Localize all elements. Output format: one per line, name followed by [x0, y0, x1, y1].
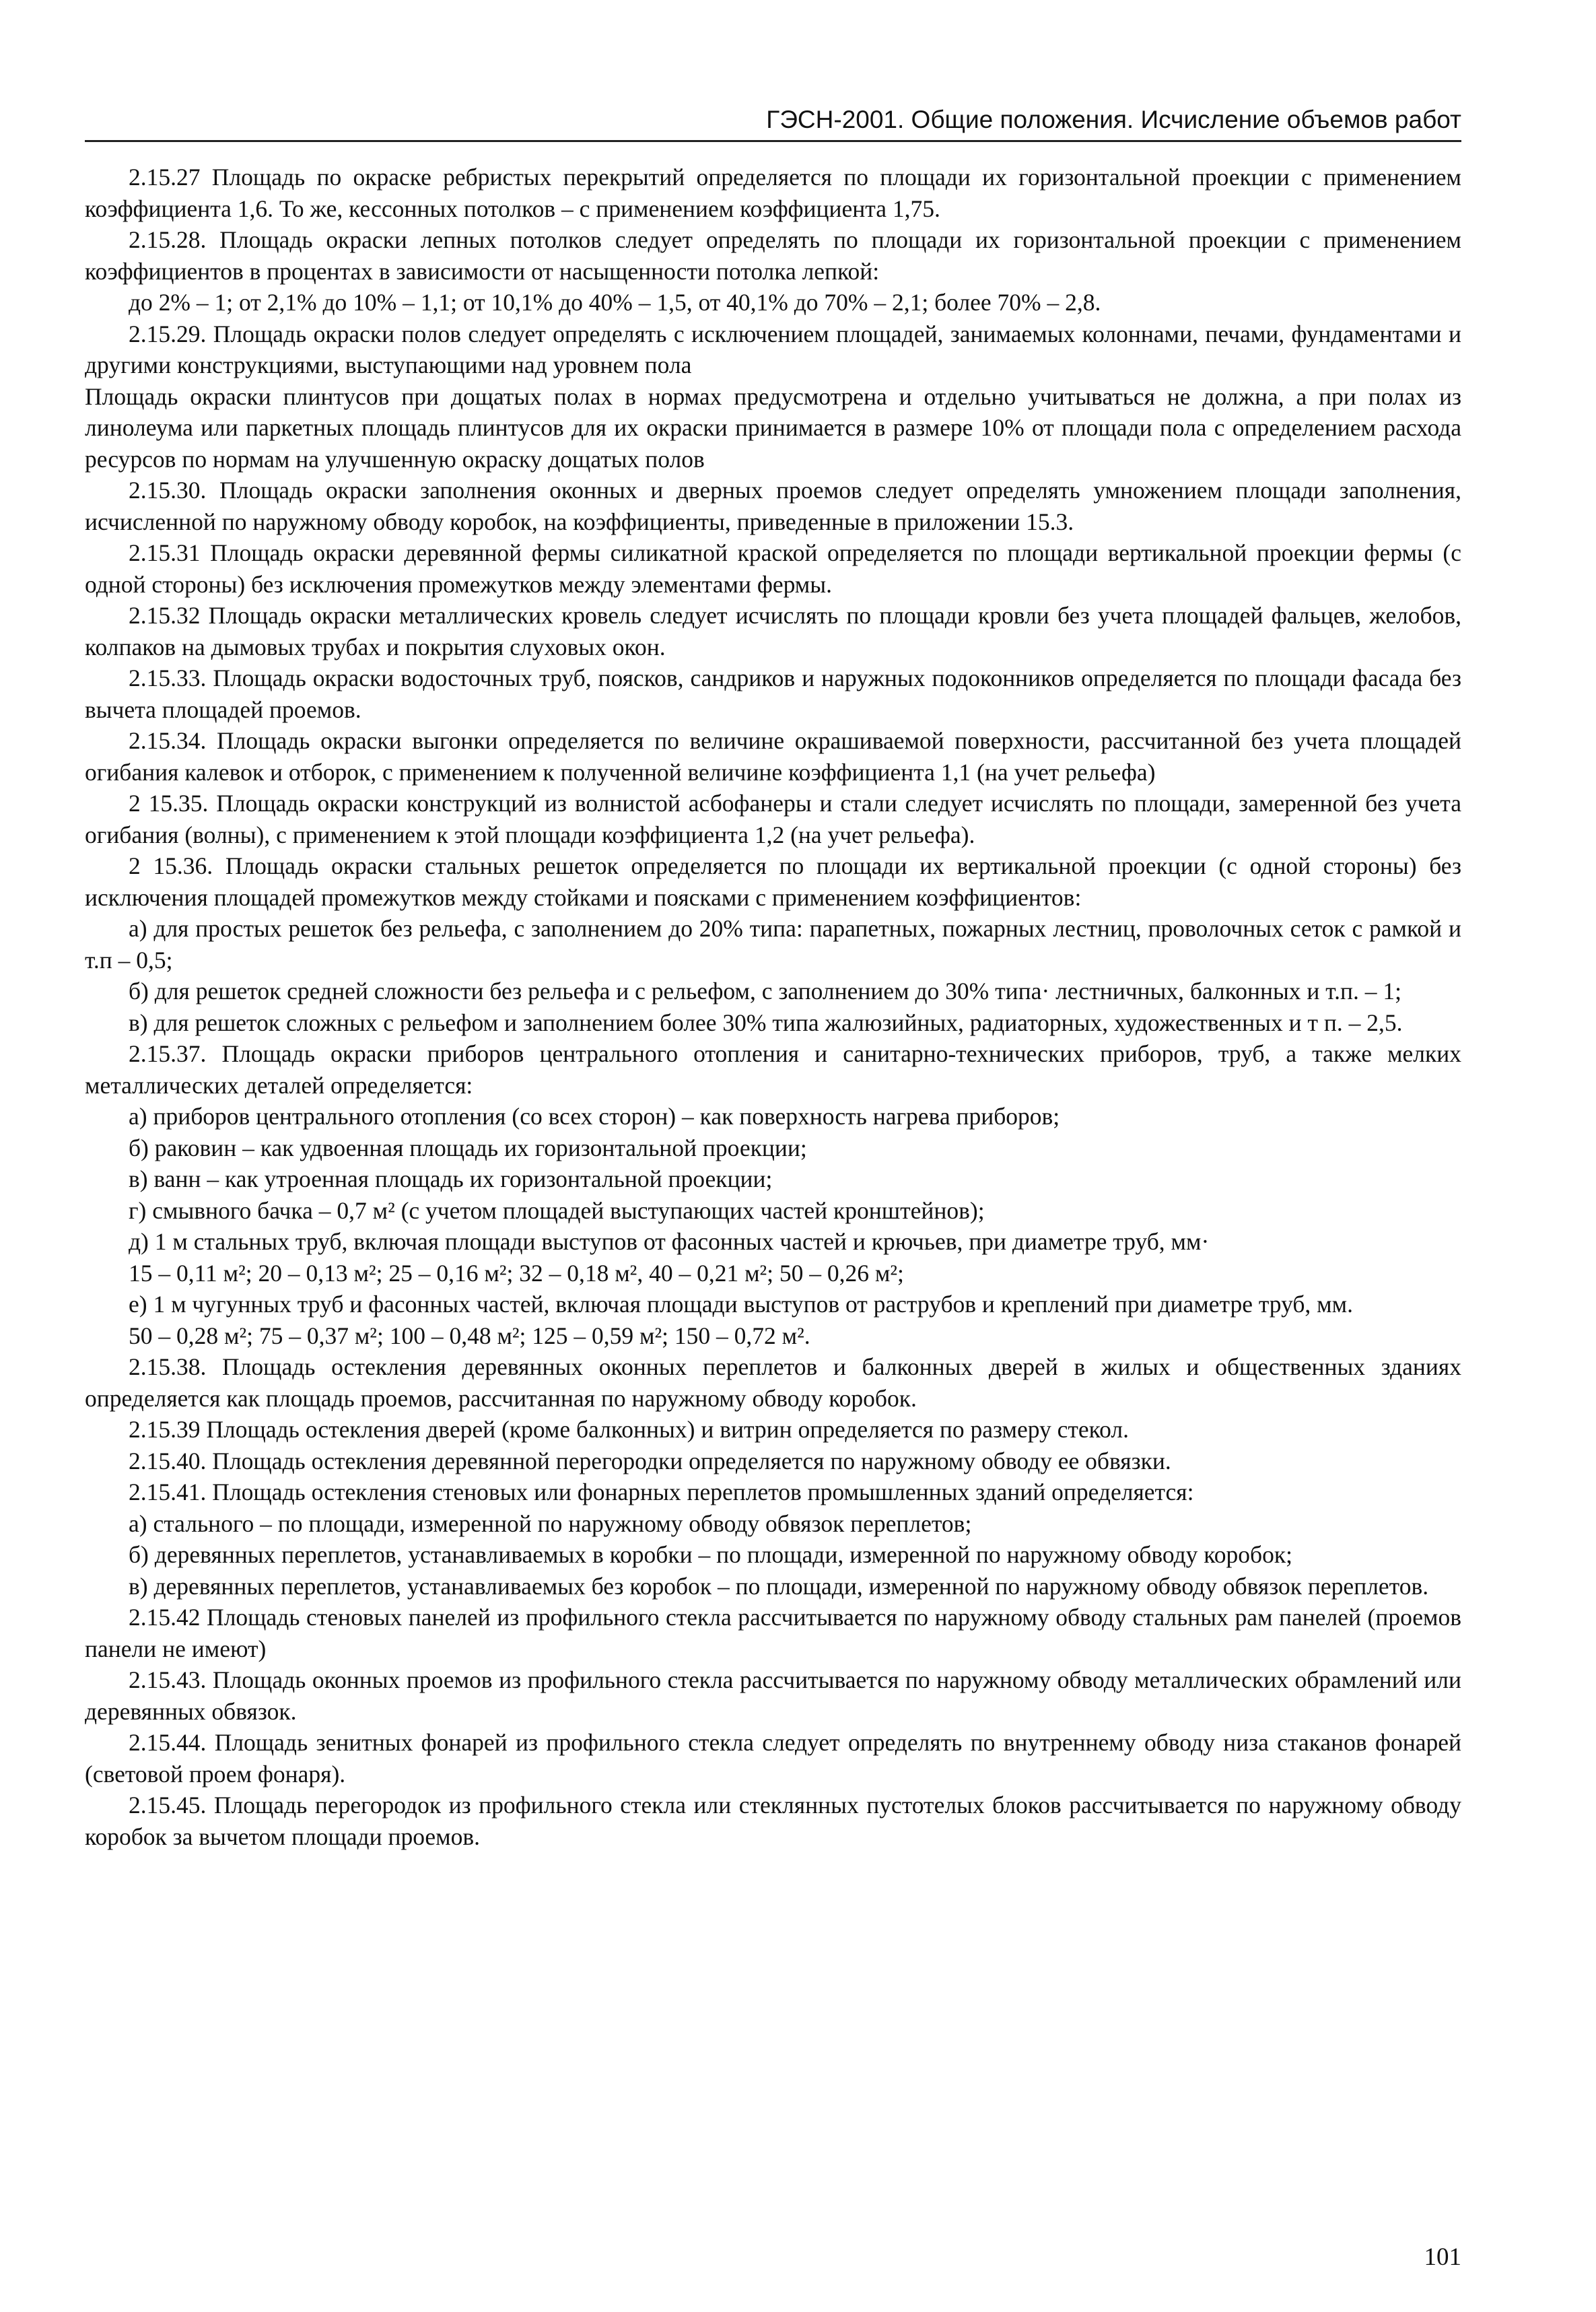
steel-pipe-values: 15 – 0,11 м²; 20 – 0,13 м²; 25 – 0,16 м²; 32 – 0,18 м², 40 – 0,21 м²; 50 – 0,26 м²;	[129, 1259, 904, 1287]
page-number: 101	[1424, 2243, 1461, 2271]
paragraph-2-15-27: 2.15.27 Площадь по окраске ребристых перекрытий определяется по площади их горизонтальной проекции с применением коэффициента 1,6. То же, кессонных потолков – с применением коэффициента 1,75.	[85, 164, 1461, 222]
paragraph-2-15-36: 2 15.36. Площадь окраски стальных решеток определяется по площади их вертикальной проекции (с одной стороны) без исключения площадей промежутков между стойками и поясками с применением коэффициентов:	[85, 852, 1461, 911]
paragraph-2-15-35: 2 15.35. Площадь окраски конструкций из волнистой асбофанеры и стали следует исчислять по площади, замеренной без учета огибания (волны), с применением к этой площади коэффициента 1,2 (на учет рельефа).	[85, 790, 1461, 848]
list-item-g: г) смывного бачка – 0,7 м² (с учетом площадей выступающих частей кронштейнов);	[129, 1196, 985, 1224]
paragraph-2-15-31: 2.15.31 Площадь окраски деревянной фермы силикатной краской определяется по площади вертикальной проекции фермы (с одной стороны) без исключения промежутков между элементами фермы.	[85, 539, 1461, 598]
paragraph-2-15-38: 2.15.38. Площадь остекления деревянных оконных переплетов и балконных дверей в жилых и общественных зданиях определяется как площадь проемов, рассчитанная по наружному обводу коробок.	[85, 1353, 1461, 1412]
list-item-v: в) ванн – как утроенная площадь их горизонтальной проекции;	[129, 1165, 773, 1192]
paragraph-2-15-45: 2.15.45. Площадь перегородок из профильного стекла или стеклянных пустотелых блоков рассчитывается по наружному обводу коробок за вычетом площади проемов.	[85, 1792, 1461, 1850]
paragraph-2-15-41: 2.15.41. Площадь остекления стеновых или фонарных переплетов промышленных зданий определяется:	[129, 1478, 1194, 1505]
paragraph-2-15-30: 2.15.30. Площадь окраски заполнения оконных и дверных проемов следует определять умножением площади заполнения, исчисленной по наружному обводу коробок, на коэффициенты, приведенные в приложении 15.3.	[85, 477, 1461, 535]
list-item-a: а) для простых решеток без рельефа, с заполнением до 20% типа: парапетных, пожарных лестниц, проволочных сеток с рамкой и т.п – 0,5;	[85, 915, 1461, 974]
paragraph-2-15-44: 2.15.44. Площадь зенитных фонарей из профильного стекла следует определять по внутреннему обводу низа стаканов фонарей (световой проем фонаря).	[85, 1729, 1461, 1788]
paragraph-2-15-32: 2.15.32 Площадь окраски металлических кровель следует исчислять по площади кровли без учета площадей фальцев, желобов, колпаков на дымовых трубах и покрытия слуховых окон.	[85, 602, 1461, 660]
document-body	[85, 162, 1461, 1852]
paragraph-2-15-37: 2.15.37. Площадь окраски приборов центрального отопления и санитарно-технических приборов, труб, а также мелких металлических деталей определяется:	[85, 1040, 1461, 1099]
paragraph-2-15-43: 2.15.43. Площадь оконных проемов из профильного стекла рассчитывается по наружному обводу металлических обрамлений или деревянных обвязок.	[85, 1666, 1461, 1725]
paragraph-plinths: Площадь окраски плинтусов при дощатых полах в нормах предусмотрена и отдельно учитываться не должна, а при полах из линолеума или паркетных площадь плинтусов для их окраски принимается в размере 10% от площади пола с определением расхода ресурсов по нормам на улучшенную окраску дощатых полов	[85, 382, 1461, 473]
list-item-b: б) деревянных переплетов, устанавливаемых в коробки – по площади, измеренной по наружному обводу коробок;	[129, 1541, 1292, 1568]
cast-iron-pipe-values: 50 – 0,28 м²; 75 – 0,37 м²; 100 – 0,48 м²; 125 – 0,59 м²; 150 – 0,72 м².	[129, 1322, 810, 1349]
coefficients-line: до 2% – 1; от 2,1% до 10% – 1,1; от 10,1% до 40% – 1,5, от 40,1% до 70% – 2,1; более 70% – 2,8.	[129, 289, 1101, 316]
list-item-b: б) для решеток средней сложности без рельефа и с рельефом, с заполнением до 30% типа· лестничных, балконных и т.п. – 1;	[129, 978, 1401, 1005]
paragraph-2-15-42: 2.15.42 Площадь стеновых панелей из профильного стекла рассчитывается по наружному обводу стальных рам панелей (проемов панели не имеют)	[85, 1604, 1461, 1662]
list-item-e: е) 1 м чугунных труб и фасонных частей, включая площади выступов от раструбов и креплений при диаметре труб, мм.	[129, 1291, 1353, 1318]
list-item-a: а) стального – по площади, измеренной по наружному обводу обвязок переплетов;	[129, 1509, 972, 1537]
list-item-a: а) приборов центрального отопления (со всех сторон) – как поверхность нагрева приборов;	[129, 1103, 1060, 1130]
list-item-d: д) 1 м стальных труб, включая площади выступов от фасонных частей и крючьев, при диаметре труб, мм·	[129, 1228, 1210, 1255]
page-header: ГЭСН-2001. Общие положения. Исчисление объемов работ	[85, 100, 1461, 142]
list-item-v: в) деревянных переплетов, устанавливаемых без коробок – по площади, измеренной по наружному обводу обвязок переплетов.	[129, 1572, 1429, 1600]
paragraph-2-15-40: 2.15.40. Площадь остекления деревянной перегородки определяется по наружному обводу ее обвязки.	[129, 1447, 1171, 1474]
paragraph-2-15-39: 2.15.39 Площадь остекления дверей (кроме балконных) и витрин определяется по размеру стекол.	[129, 1416, 1129, 1443]
paragraph-2-15-34: 2.15.34. Площадь окраски выгонки определяется по величине окрашиваемой поверхности, рассчитанной без учета площадей огибания калевок и отборок, с применением к полученной величине коэффициента 1,1 (на учет рельефа)	[85, 727, 1461, 786]
list-item-v: в) для решеток сложных с рельефом и заполнением более 30% типа жалюзийных, радиаторных, художественных и т п. – 2,5.	[129, 1009, 1403, 1036]
paragraph-2-15-28: 2.15.28. Площадь окраски лепных потолков следует определять по площади их горизонтальной проекции с применением коэффициентов в процентах в зависимости от насыщенности потолка лепкой:	[85, 226, 1461, 285]
paragraph-2-15-29: 2.15.29. Площадь окраски полов следует определять с исключением площадей, занимаемых колоннами, печами, фундаментами и другими конструкциями, выступающими над уровнем пола	[85, 320, 1461, 378]
list-item-b: б) раковин – как удвоенная площадь их горизонтальной проекции;	[129, 1134, 807, 1161]
paragraph-2-15-33: 2.15.33. Площадь окраски водосточных труб, поясков, сандриков и наружных подоконников определяется по площади фасада без вычета площадей проемов.	[85, 665, 1461, 723]
